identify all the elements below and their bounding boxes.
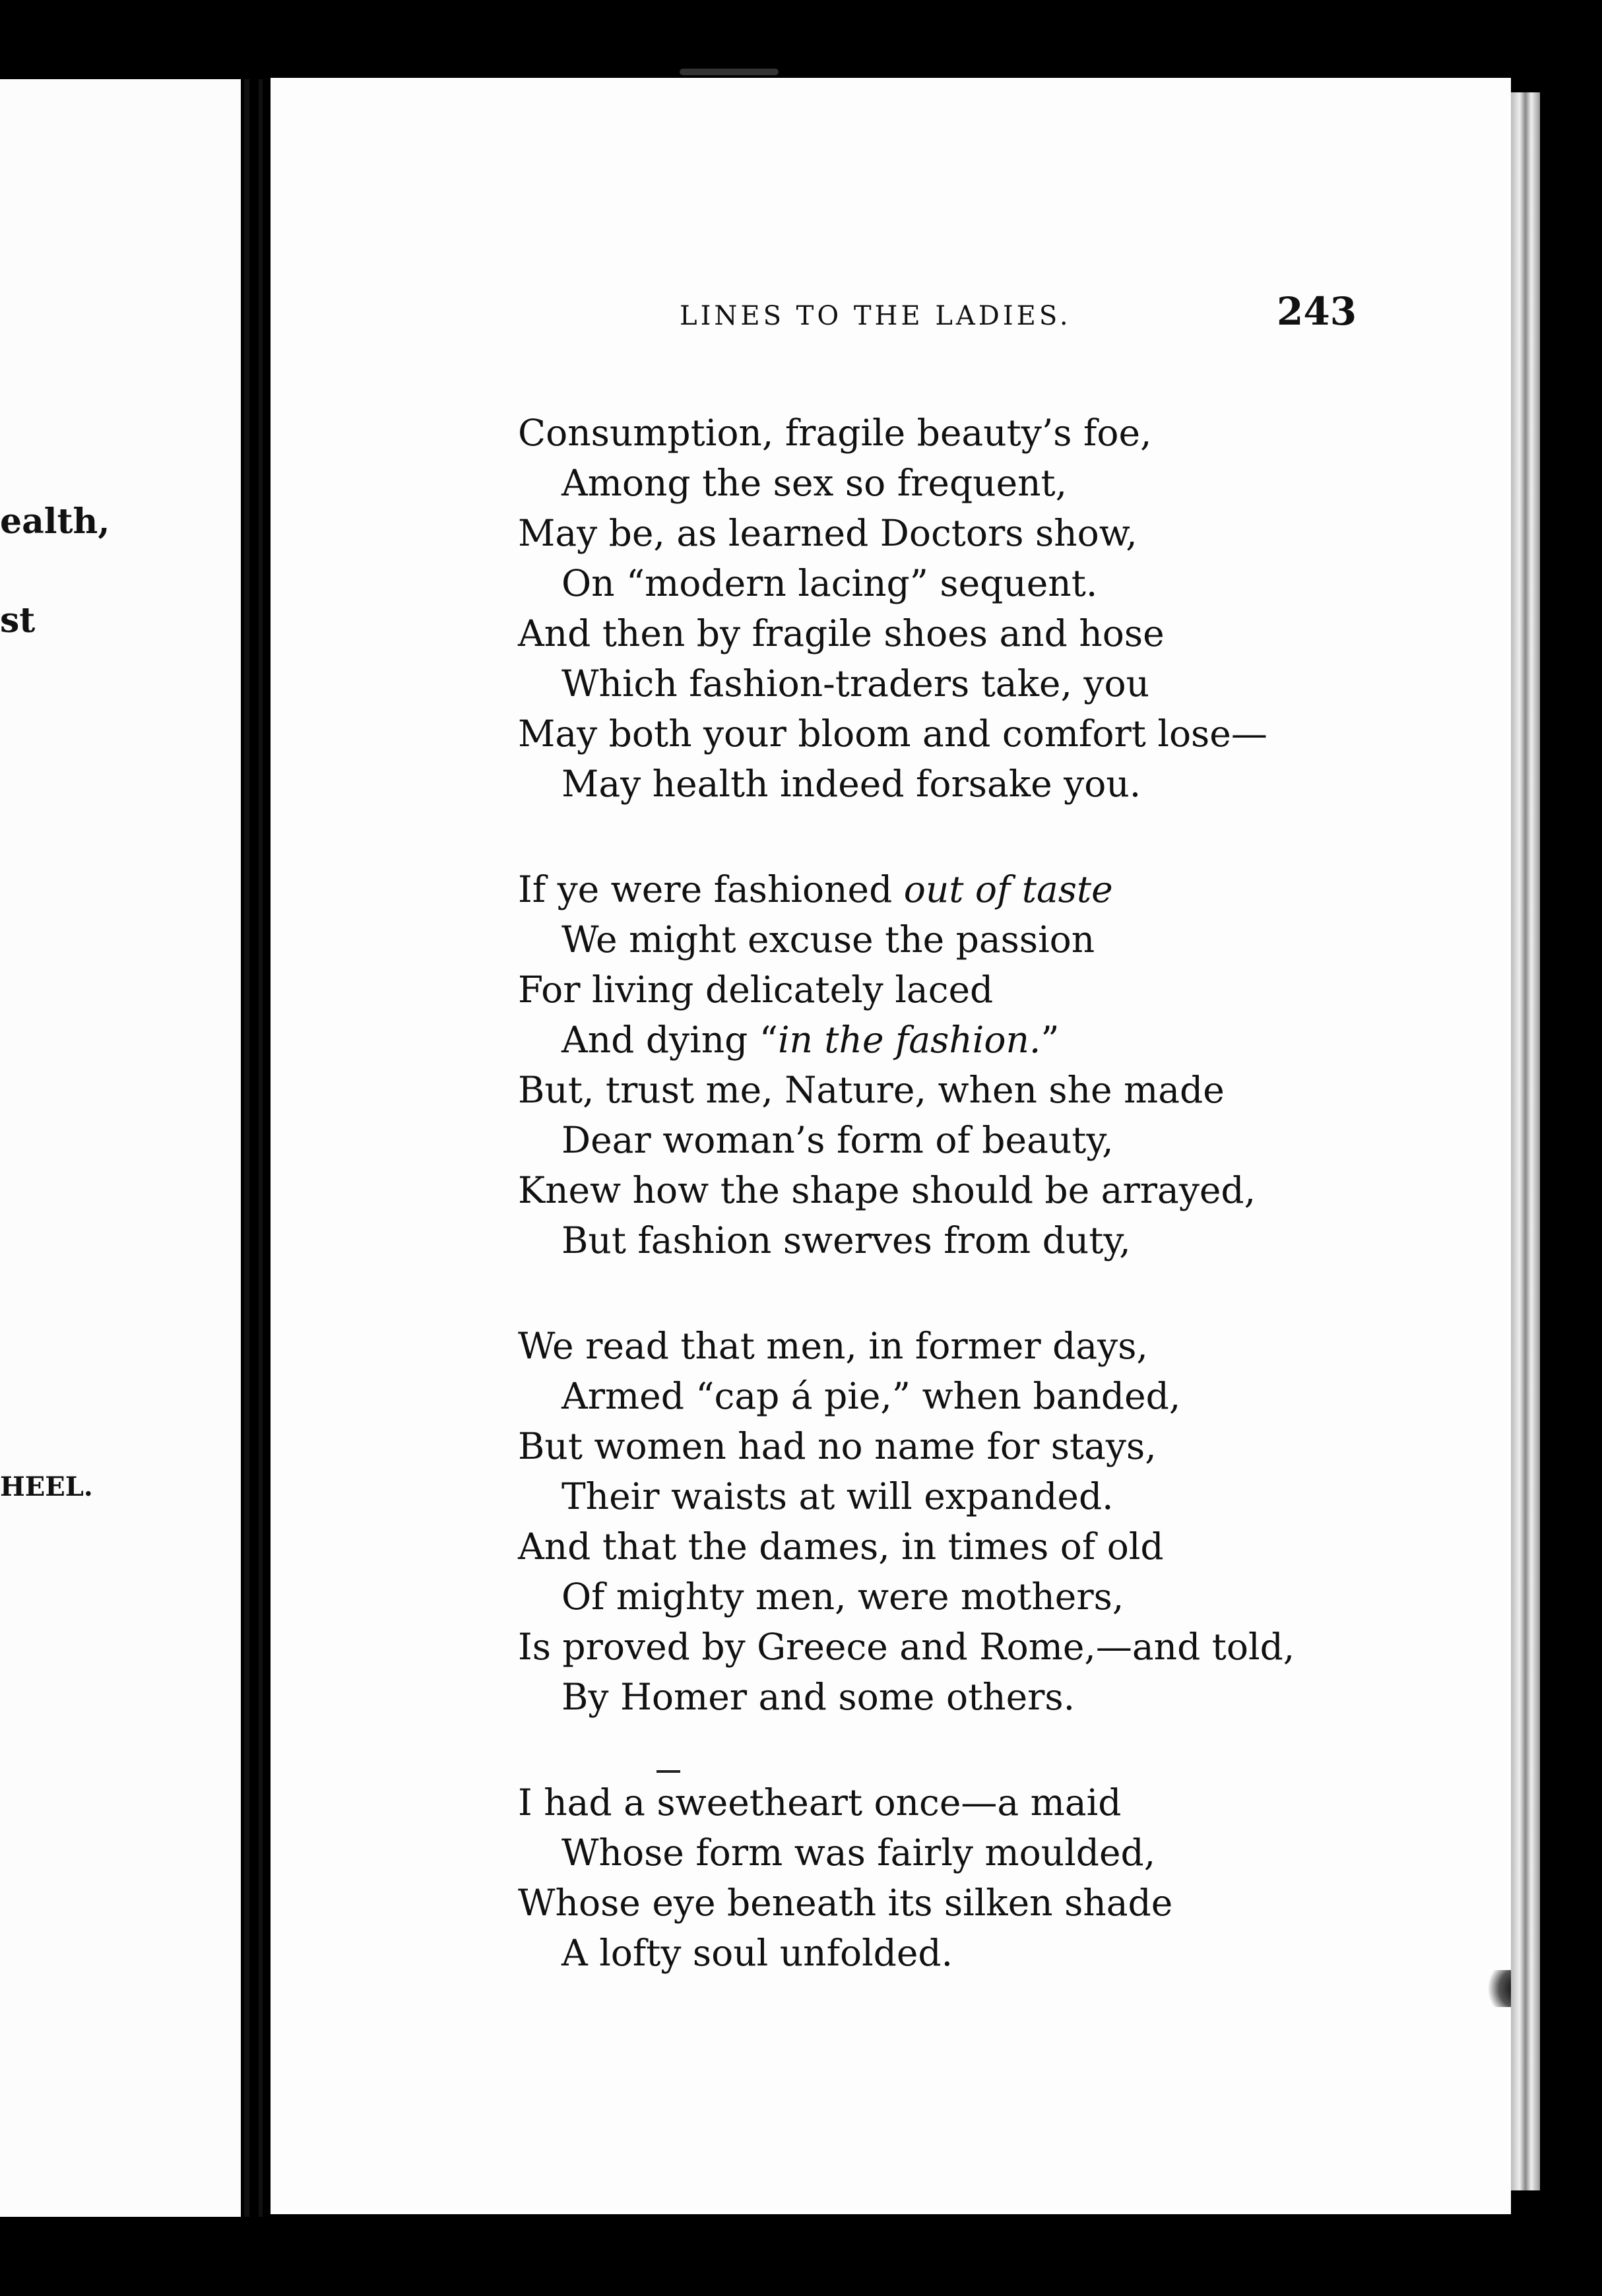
poem-line-text: For living delicately laced (518, 969, 994, 1011)
poem-line (518, 1371, 1295, 1421)
poem-line-text: Their waists at will expanded. (561, 1475, 1114, 1517)
left-page (0, 79, 241, 2217)
poem-line-text: Consumption, fragile beauty’s foe, (518, 412, 1152, 454)
poem-line (518, 558, 1295, 608)
poem-line-text: I had a sweetheart once—a maid (518, 1781, 1122, 1824)
gutter-right (259, 79, 263, 2217)
book-page (271, 78, 1511, 2214)
poem-line (518, 1321, 1295, 1371)
poem-line (518, 408, 1295, 458)
poem-line (518, 1777, 1295, 1828)
poem-line (518, 1828, 1295, 1878)
poem-line-text: On “modern lacing” sequent. (561, 562, 1098, 604)
poem-line (518, 1015, 1295, 1065)
stanza (518, 1321, 1295, 1722)
poem-line (518, 1572, 1295, 1622)
poem-line-after: ” (1041, 1019, 1060, 1061)
poem-line (518, 1165, 1295, 1215)
poem-line-text: But fashion swerves from duty, (561, 1219, 1131, 1261)
poem-line (518, 1471, 1295, 1521)
binding-mark (680, 69, 779, 75)
poem-line-text: Among the sex so frequent, (561, 462, 1068, 504)
poem-line-text: By Homer and some others. (561, 1676, 1075, 1718)
gutter-left (244, 79, 249, 2217)
poem-line-text: We might excuse the passion (561, 918, 1095, 961)
poem-line-italic: in the fashion. (777, 1019, 1041, 1061)
page-number: 243 (1277, 289, 1357, 334)
poem-line (518, 759, 1295, 809)
poem-line-text: If ye were fashioned (518, 868, 904, 910)
poem-line-text: Of mighty men, were mothers, (561, 1576, 1124, 1618)
poem-line (518, 508, 1295, 558)
poem-line (518, 658, 1295, 709)
poem-line-text: May health indeed forsake you. (561, 763, 1141, 805)
poem-line (518, 864, 1295, 914)
poem-line (518, 1622, 1295, 1672)
poem-line (518, 1065, 1295, 1115)
poem-line-text: A lofty soul unfolded. (561, 1932, 953, 1974)
ink-stain (1478, 1970, 1511, 2007)
poem-line (518, 1672, 1295, 1722)
page-edge (1511, 92, 1540, 2190)
poem-line (518, 608, 1295, 658)
poem-line-text: Armed “cap á pie,” when banded, (561, 1375, 1181, 1417)
poem-line (518, 1421, 1295, 1471)
poem-line (518, 1115, 1295, 1165)
poem-line-text: But women had no name for stays, (518, 1425, 1157, 1467)
poem-line (518, 458, 1295, 508)
stanza (518, 864, 1295, 1265)
poem-line-text: Whose eye beneath its silken shade (518, 1882, 1173, 1924)
poem-line (518, 965, 1295, 1015)
poem-line-text: But, trust me, Nature, when she made (518, 1069, 1225, 1111)
poem-line-text: May be, as learned Doctors show, (518, 512, 1137, 554)
poem-line (518, 1215, 1295, 1265)
poem-line-text: Dear woman’s form of beauty, (561, 1119, 1114, 1161)
poem-line (518, 1878, 1295, 1928)
left-fragment-3: HEEL. (0, 1471, 93, 1502)
poem-line-text: May both your bloom and comfort lose— (518, 713, 1267, 755)
poem-line (518, 914, 1295, 965)
poem (518, 408, 1295, 2033)
stanza (518, 1777, 1295, 1978)
poem-line-text: Is proved by Greece and Rome,—and told, (518, 1626, 1295, 1668)
poem-line-text: And then by fragile shoes and hose (518, 612, 1165, 654)
left-fragment-1: ealth, (0, 501, 110, 542)
left-fragment-2: st (0, 600, 36, 641)
poem-line-text: We read that men, in former days, (518, 1325, 1148, 1367)
poem-line-text: And that the dames, in times of old (518, 1525, 1164, 1568)
poem-line (518, 1521, 1295, 1572)
poem-line-text: Which fashion-traders take, you (561, 662, 1150, 705)
poem-line-text: Knew how the shape should be arrayed, (518, 1169, 1256, 1211)
stanza (518, 408, 1295, 809)
poem-line-text: Whose form was fairly moulded, (561, 1832, 1156, 1874)
poem-line (518, 1928, 1295, 1978)
poem-line-text: And dying “ (561, 1019, 778, 1061)
margin-mark (657, 1770, 680, 1773)
poem-line (518, 709, 1295, 759)
running-title: LINES TO THE LADIES. (680, 301, 1072, 331)
poem-line-italic: out of taste (903, 868, 1113, 910)
